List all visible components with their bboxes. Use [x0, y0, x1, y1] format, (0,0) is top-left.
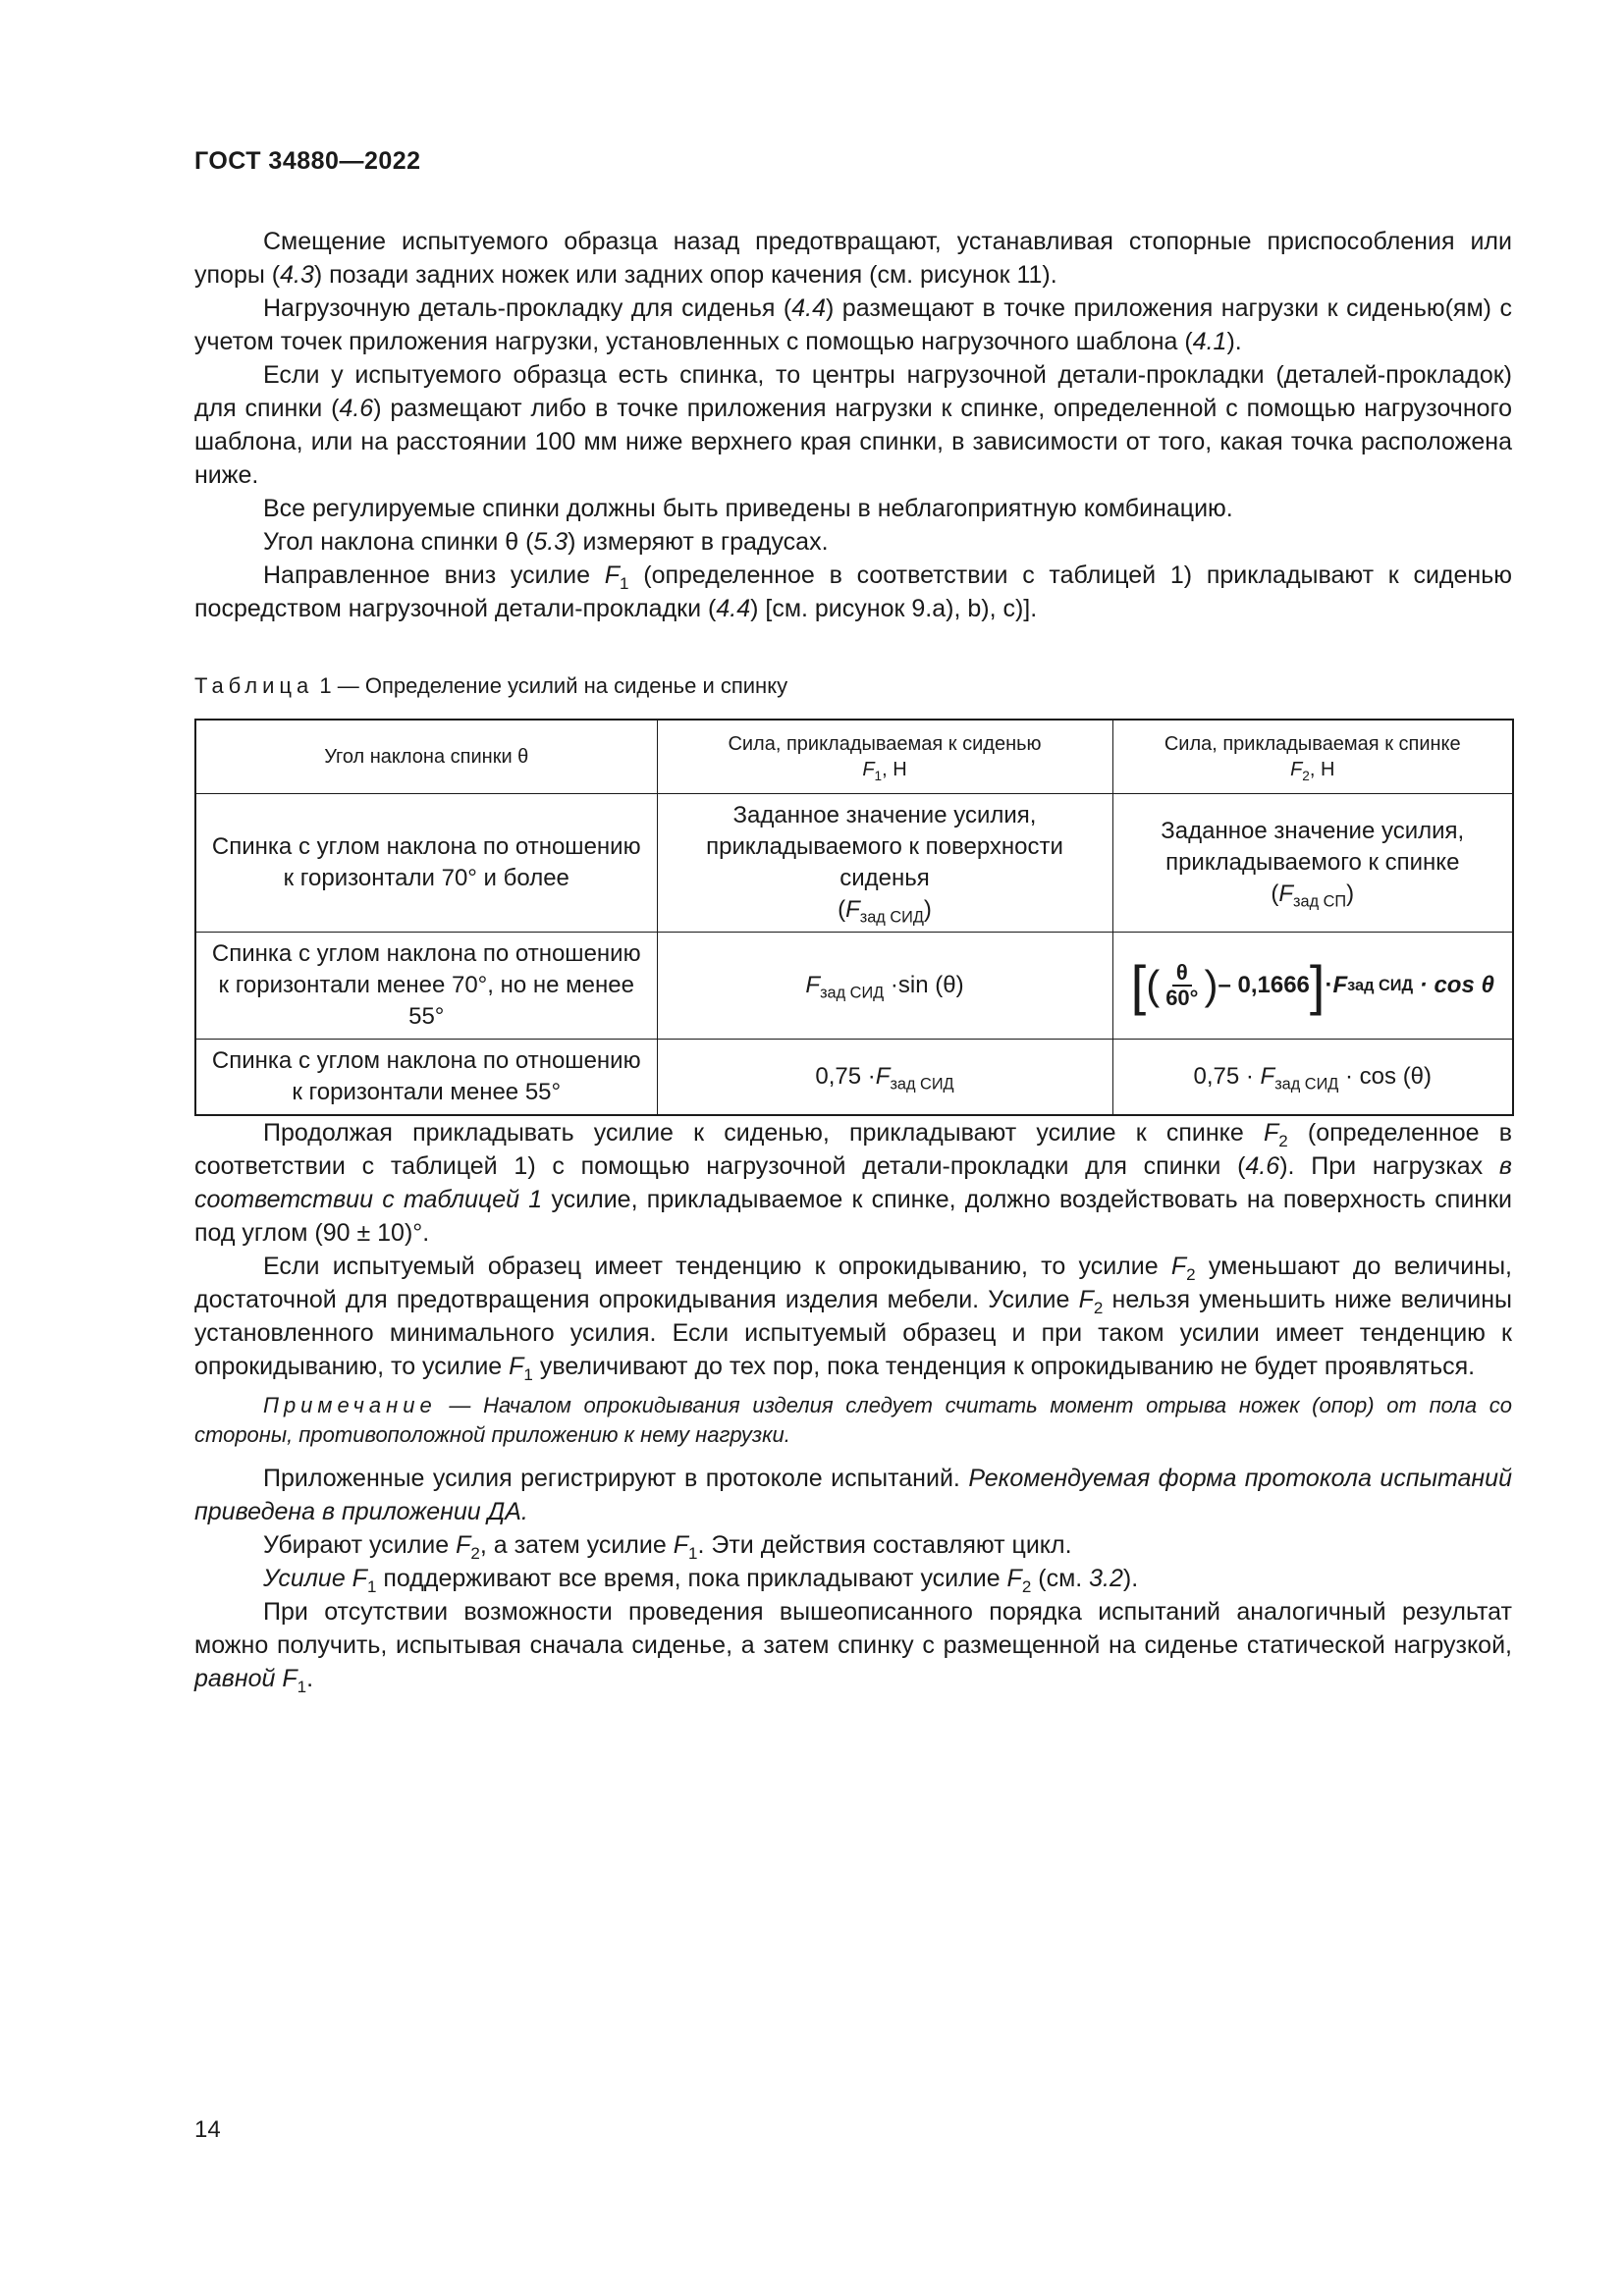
- paragraph-1: Смещение испытуемого образца назад предотвращают, устанавливая стопорные приспособления или упоры (4.3) позади задних ножек или задних опор качения (см. рисунок 11).: [194, 228, 1512, 289]
- text-block-top: [194, 225, 1512, 625]
- header-angle: Угол наклона спинки θ: [195, 720, 657, 794]
- row1-back-force: Заданное значение усилия, прикладываемого к спинке $(F_{зад СП})$: [1112, 794, 1513, 933]
- header-back-force: Сила, прикладываемая к спинке $F_2$, Н: [1112, 720, 1513, 794]
- paragraph-5: Угол наклона спинки θ (5.3) измеряют в градусах.: [263, 528, 829, 556]
- paragraph-2: Нагрузочную деталь-прокладку для сиденья (4.4) размещают в точке приложения нагрузки к сиденью(ям) с учетом точек приложения нагрузки, установленных с помощью нагрузочного шаблона (4.1).: [194, 294, 1512, 355]
- text-block-bottom: [194, 1116, 1512, 1695]
- row2-seat-force: $F_{зад СИД} \cdot\sin$ (θ): [657, 933, 1112, 1040]
- document-header: ГОСТ 34880—2022: [194, 147, 421, 175]
- paragraph-8: Если испытуемый образец имеет тенденцию к опрокидыванию, то усилие $F_2$ уменьшают до величины, достаточной для предотвращения опрокидывания изделия мебели. Усилие $F_2$ нельзя уменьшить ниже величины установленного минимального усилия. Если испытуемый образец и при таком усилии имеет тенденцию к опрокидыванию, то усилие $F_1$ увеличивают до тех пор, пока тенденция к опрокидыванию не будет проявляться.: [194, 1253, 1513, 1384]
- row2-angle: Спинка с углом наклона по отношению к горизонтали менее 70°, но не менее 55°: [195, 933, 657, 1040]
- angle-fraction: $\frac{\theta}{60^\circ}$: [1165, 960, 1199, 1010]
- note: Примечание — Началом опрокидывания изделия следует считать момент отрыва ножек (опор) от пола со стороны, противоположной приложению к нему нагрузки.: [194, 1393, 1512, 1447]
- row2-back-force: [1112, 933, 1513, 1040]
- table-header-row: [195, 720, 1513, 794]
- paragraph-9: Приложенные усилия регистрируют в протоколе испытаний. Рекомендуемая форма протокола испытаний приведена в приложении ДА.: [194, 1465, 1512, 1525]
- paragraph-10: Убирают усилие $F_2$, а затем усилие $F_1$. Эти действия составляют цикл.: [263, 1531, 1072, 1563]
- row1-seat-force: Заданное значение усилия, прикладываемого к поверхности сиденья $(F_{зад СИД})$: [657, 794, 1112, 933]
- forces-table: [194, 719, 1514, 1116]
- row3-angle: Спинка с углом наклона по отношению к горизонтали менее 55°: [195, 1040, 657, 1116]
- paragraph-6: Направленное вниз усилие $F_1$ (определенное в соответствии с таблицей 1) прикладывают к сиденью посредством нагрузочной детали-прокладки (4.4) [см. рисунок 9.a), b), c)].: [194, 561, 1512, 622]
- paragraph-3: Если у испытуемого образца есть спинка, то центры нагрузочной детали-прокладки (деталей-прокладок) для спинки (4.6) размещают либо в точке приложения нагрузки к спинке, определенной с помощью нагрузочного шаблона, или на расстоянии 100 мм ниже верхнего края спинки, в зависимости от того, какая точка расположена ниже.: [194, 361, 1513, 489]
- table-row: [195, 794, 1513, 933]
- page-number: 14: [194, 2116, 221, 2143]
- table-caption: Таблица 1 — Определение усилий на сиденье и спинку: [194, 673, 788, 698]
- paragraph-12: При отсутствии возможности проведения вышеописанного порядка испытаний аналогичный результат можно получить, испытывая сначала сиденье, а затем спинку с размещенной на сиденье статической нагрузкой, равной $F_1$.: [194, 1598, 1512, 1696]
- row1-angle: Спинка с углом наклона по отношению к горизонтали 70° и более: [195, 794, 657, 933]
- paragraph-11: Усилие $F_1$ поддерживают все время, пока прикладывают усилие $F_2$ (см. 3.2).: [263, 1565, 1139, 1596]
- paragraph-7: Продолжая прикладывать усилие к сиденью, прикладывают усилие к спинке $F_2$ (определенное в соответствии с таблицей 1) с помощью нагрузочной детали-прокладки для спинки (4.6). При нагрузках в соответствии с таблицей 1 усилие, прикладываемое к спинке, должно воздействовать на поверхность спинки под углом (90 ± 10)°.: [194, 1119, 1513, 1247]
- row3-seat-force: $0,75 \cdot F_{зад СИД}$: [657, 1040, 1112, 1116]
- header-seat-force: Сила, прикладываемая к сиденью $F_1$, Н: [657, 720, 1112, 794]
- paragraph-4: Все регулируемые спинки должны быть приведены в неблагоприятную комбинацию.: [263, 495, 1233, 522]
- back-force-formula: [ ( $\frac{\theta}{60^\circ}$ ) – 0,1666 ] · F зад СИД · cos θ: [1130, 954, 1494, 1016]
- table-row: [195, 933, 1513, 1040]
- table-row: [195, 1040, 1513, 1116]
- row3-back-force: $0,75 \cdot F_{зад СИД} \cdot \cos (\theta)$: [1112, 1040, 1513, 1116]
